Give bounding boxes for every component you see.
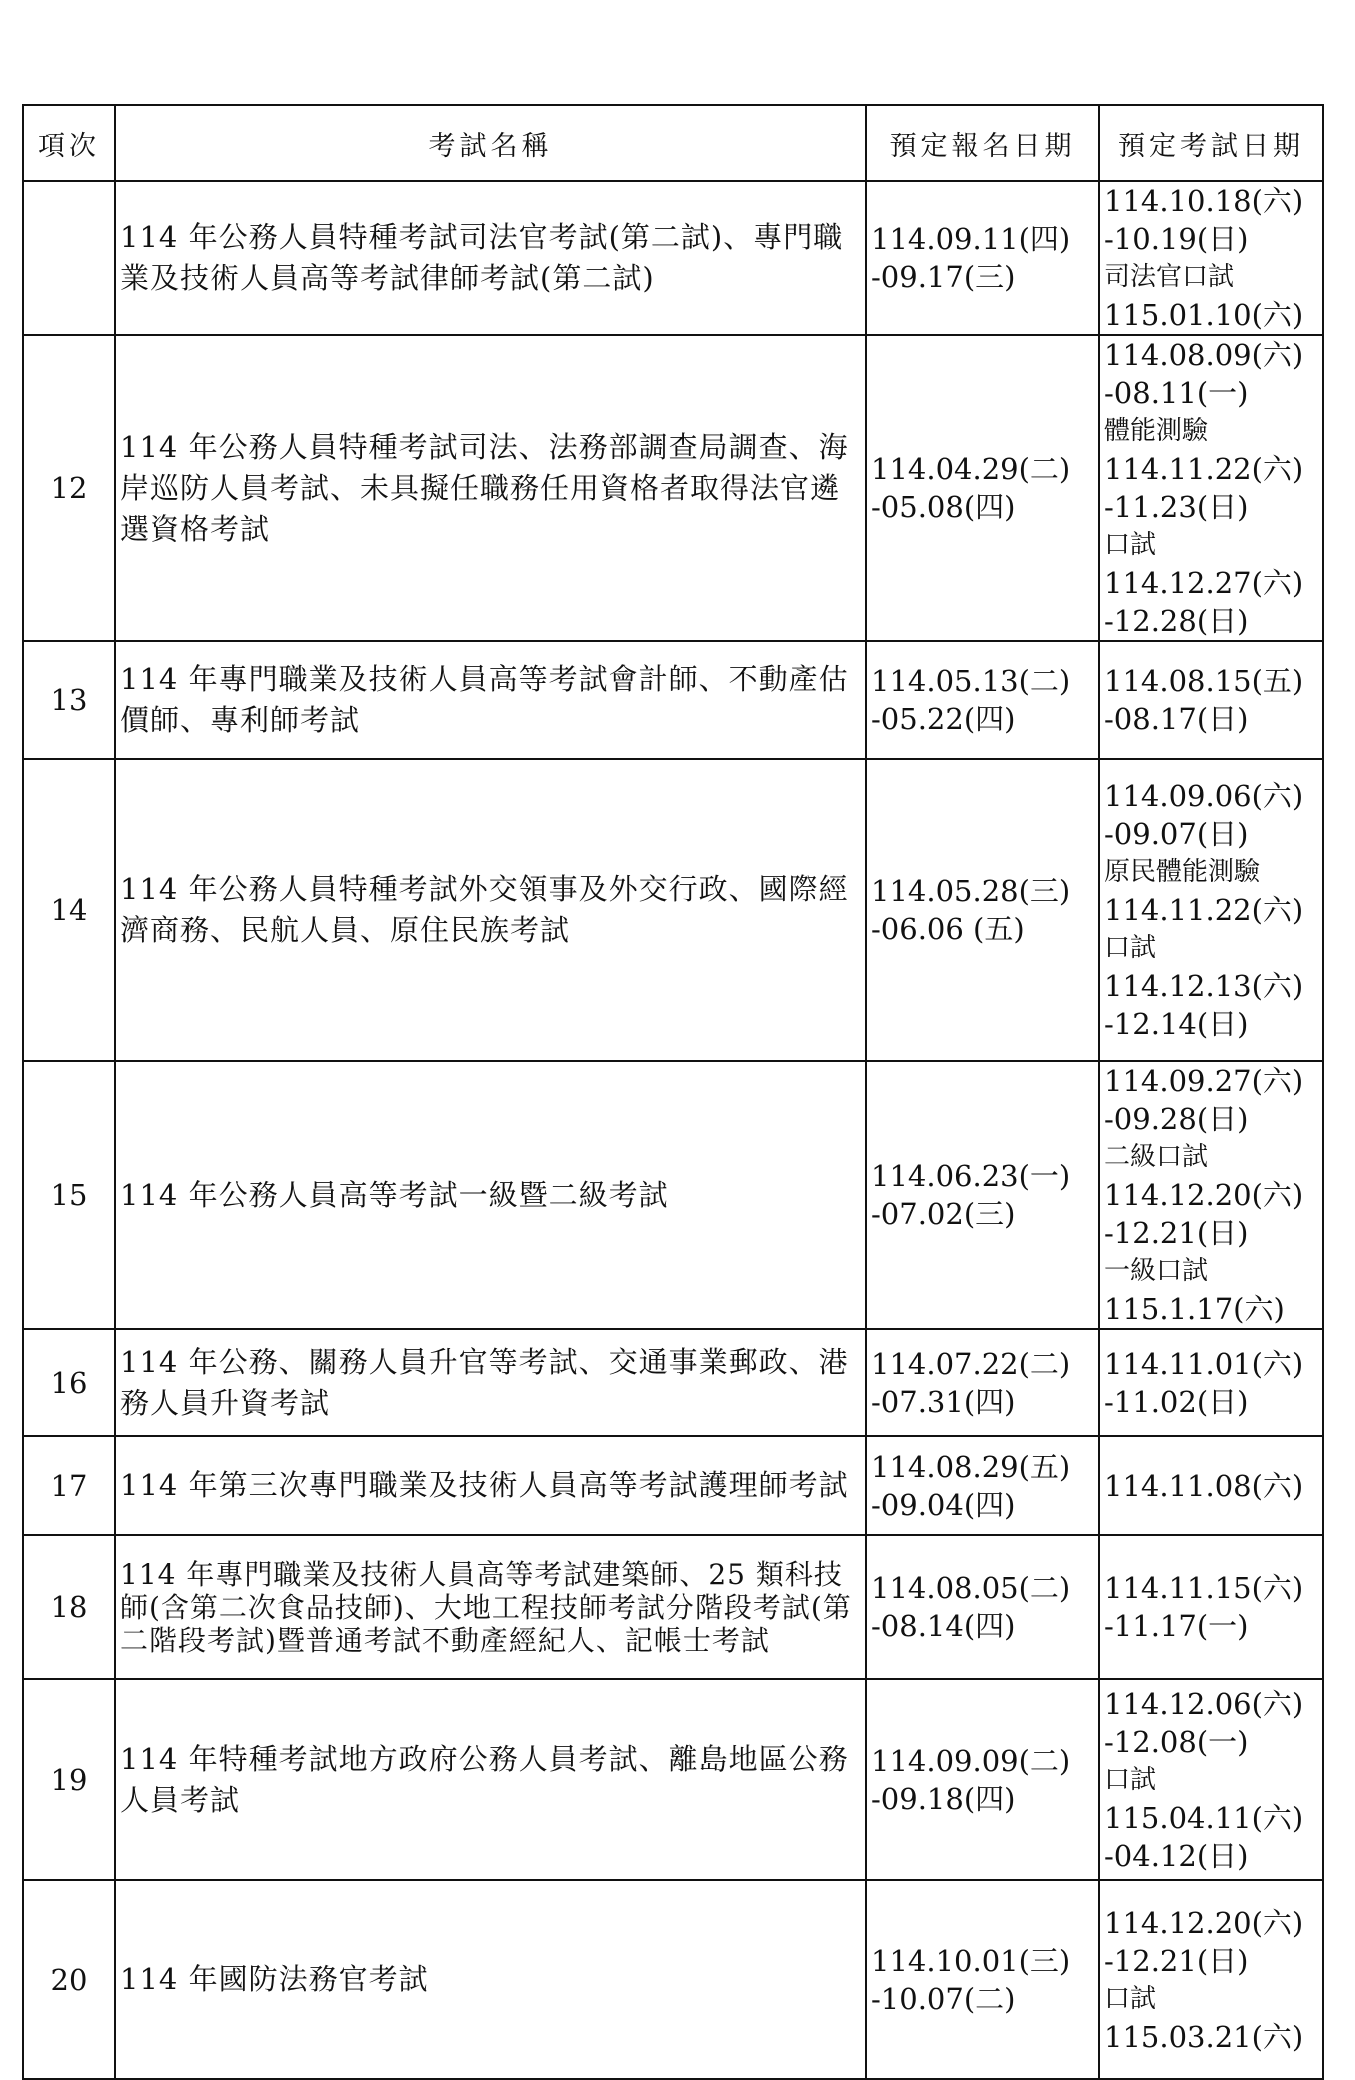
table-header-row bbox=[23, 105, 1323, 181]
exam-name: 114 年專門職業及技術人員高等考試會計師、不動產估價師、專利師考試 bbox=[115, 641, 866, 759]
registration-date-line: 114.10.01(三) bbox=[871, 1943, 1071, 1978]
item-number: 20 bbox=[23, 1880, 115, 2079]
exam-date-line: -11.23(日) bbox=[1104, 490, 1249, 524]
registration-date-line: 114.08.29(五) bbox=[871, 1449, 1071, 1484]
exam-stage-label: 口試 bbox=[1104, 933, 1157, 963]
registration-date-line: 114.09.09(二) bbox=[871, 1743, 1071, 1778]
item-number: 18 bbox=[23, 1535, 115, 1679]
header-exam-name: 考試名稱 bbox=[115, 105, 866, 181]
table-row bbox=[23, 181, 1323, 335]
exam-date-line: 114.11.22(六) bbox=[1104, 452, 1304, 486]
registration-date-line: 114.05.28(三) bbox=[871, 874, 1071, 908]
exam-name: 114 年公務人員高等考試一級暨二級考試 bbox=[115, 1061, 866, 1329]
exam-date-cell bbox=[1099, 181, 1323, 335]
registration-date-line: 114.04.29(二) bbox=[871, 452, 1071, 486]
table-row bbox=[23, 1880, 1323, 2079]
exam-date-line: -09.07(日) bbox=[1104, 817, 1249, 851]
registration-date-cell bbox=[866, 1329, 1099, 1436]
table-row bbox=[23, 641, 1323, 759]
registration-date-line: -06.06 (五) bbox=[871, 912, 1025, 946]
exam-name: 114 年專門職業及技術人員高等考試建築師、25 類科技師(含第二次食品技師)、大地工程技師考試分階段考試(第二階段考試)暨普通考試不動產經紀人、記帳士考試 bbox=[115, 1535, 866, 1679]
exam-date-line: 114.08.09(六) bbox=[1104, 338, 1304, 372]
exam-stage-label: 原民體能測驗 bbox=[1104, 857, 1261, 887]
exam-date-cell bbox=[1099, 759, 1323, 1061]
exam-date-line: 114.11.15(六) bbox=[1104, 1571, 1304, 1605]
item-number: 16 bbox=[23, 1329, 115, 1436]
exam-date-cell bbox=[1099, 1329, 1323, 1436]
exam-stage-label: 一級口試 bbox=[1104, 1256, 1209, 1286]
exam-date-line: 114.12.06(六) bbox=[1104, 1686, 1304, 1721]
item-number: 14 bbox=[23, 759, 115, 1061]
exam-name: 114 年公務人員特種考試司法官考試(第二試)、專門職業及技術人員高等考試律師考試(第二試) bbox=[115, 181, 866, 335]
exam-date-line: -09.28(日) bbox=[1104, 1102, 1249, 1136]
registration-date-line: 114.06.23(一) bbox=[871, 1159, 1071, 1193]
registration-date-cell bbox=[866, 335, 1099, 641]
exam-date-line: 115.01.10(六) bbox=[1104, 298, 1304, 332]
exam-stage-label: 口試 bbox=[1104, 1983, 1157, 2014]
header-exam-date: 預定考試日期 bbox=[1099, 105, 1323, 181]
exam-date-line: 114.11.22(六) bbox=[1104, 893, 1304, 927]
exam-name: 114 年國防法務官考試 bbox=[115, 1880, 866, 2079]
table-row bbox=[23, 1535, 1323, 1679]
exam-date-line: -08.17(日) bbox=[1104, 702, 1249, 736]
registration-date-cell bbox=[866, 1061, 1099, 1329]
registration-date-cell bbox=[866, 1880, 1099, 2079]
registration-date-line: -08.14(四) bbox=[871, 1609, 1016, 1643]
registration-date-cell bbox=[866, 759, 1099, 1061]
table-row bbox=[23, 1679, 1323, 1880]
exam-date-line: 114.12.13(六) bbox=[1104, 969, 1304, 1003]
exam-name: 114 年公務人員特種考試司法、法務部調查局調查、海岸巡防人員考試、未具擬任職務任用資格者取得法官遴選資格考試 bbox=[115, 335, 866, 641]
registration-date-cell bbox=[866, 181, 1099, 335]
registration-date-line: 114.07.22(二) bbox=[871, 1346, 1071, 1381]
exam-date-line: -04.12(日) bbox=[1104, 1838, 1249, 1873]
exam-date-line: 114.12.20(六) bbox=[1104, 1178, 1304, 1212]
table-row bbox=[23, 1436, 1323, 1535]
exam-date-line: -12.21(日) bbox=[1104, 1943, 1249, 1978]
registration-date-cell bbox=[866, 641, 1099, 759]
exam-date-line: 114.11.08(六) bbox=[1104, 1468, 1304, 1503]
exam-date-line: -10.19(日) bbox=[1104, 222, 1249, 256]
table-row bbox=[23, 1061, 1323, 1329]
exam-date-line: 114.09.27(六) bbox=[1104, 1064, 1304, 1098]
item-number: 12 bbox=[23, 335, 115, 641]
item-number bbox=[23, 181, 115, 335]
item-number: 17 bbox=[23, 1436, 115, 1535]
item-number: 15 bbox=[23, 1061, 115, 1329]
exam-date-line: 115.04.11(六) bbox=[1104, 1800, 1304, 1835]
exam-name: 114 年公務人員特種考試外交領事及外交行政、國際經濟商務、民航人員、原住民族考試 bbox=[115, 759, 866, 1061]
registration-date-line: -05.08(四) bbox=[871, 490, 1016, 524]
registration-date-line: 114.05.13(二) bbox=[871, 664, 1071, 698]
table-row bbox=[23, 1329, 1323, 1436]
registration-date-line: -09.04(四) bbox=[871, 1487, 1016, 1522]
registration-date-line: -10.07(二) bbox=[871, 1981, 1016, 2016]
exam-date-line: -12.14(日) bbox=[1104, 1007, 1249, 1041]
exam-date-cell bbox=[1099, 1679, 1323, 1880]
exam-date-line: -11.17(一) bbox=[1104, 1609, 1249, 1643]
registration-date-line: -09.17(三) bbox=[871, 260, 1016, 294]
exam-date-cell bbox=[1099, 1880, 1323, 2079]
exam-date-line: 114.12.27(六) bbox=[1104, 566, 1304, 600]
exam-date-line: 114.10.18(六) bbox=[1104, 184, 1304, 218]
exam-schedule-table bbox=[22, 104, 1324, 2080]
exam-date-line: 114.09.06(六) bbox=[1104, 779, 1304, 813]
exam-stage-label: 司法官口試 bbox=[1104, 262, 1235, 292]
registration-date-cell bbox=[866, 1436, 1099, 1535]
header-registration-date: 預定報名日期 bbox=[866, 105, 1099, 181]
header-item: 項次 bbox=[23, 105, 115, 181]
item-number: 19 bbox=[23, 1679, 115, 1880]
registration-date-line: -07.31(四) bbox=[871, 1384, 1016, 1419]
exam-stage-label: 二級口試 bbox=[1104, 1142, 1209, 1172]
exam-date-cell bbox=[1099, 335, 1323, 641]
exam-date-line: -12.28(日) bbox=[1104, 604, 1249, 638]
exam-date-line: 115.03.21(六) bbox=[1104, 2019, 1304, 2054]
exam-stage-label: 體能測驗 bbox=[1104, 416, 1209, 446]
exam-date-cell bbox=[1099, 1061, 1323, 1329]
exam-name: 114 年特種考試地方政府公務人員考試、離島地區公務人員考試 bbox=[115, 1679, 866, 1880]
exam-stage-label: 口試 bbox=[1104, 1764, 1157, 1795]
registration-date-line: -07.02(三) bbox=[871, 1197, 1016, 1231]
exam-date-line: -11.02(日) bbox=[1104, 1384, 1249, 1419]
exam-date-line: 114.11.01(六) bbox=[1104, 1346, 1304, 1381]
item-number: 13 bbox=[23, 641, 115, 759]
exam-date-line: 114.12.20(六) bbox=[1104, 1905, 1304, 1940]
registration-date-cell bbox=[866, 1679, 1099, 1880]
exam-date-cell bbox=[1099, 641, 1323, 759]
exam-name: 114 年公務、關務人員升官等考試、交通事業郵政、港務人員升資考試 bbox=[115, 1329, 866, 1436]
exam-date-line: -12.08(一) bbox=[1104, 1724, 1249, 1759]
table-row bbox=[23, 759, 1323, 1061]
exam-date-line: -12.21(日) bbox=[1104, 1216, 1249, 1250]
registration-date-line: -09.18(四) bbox=[871, 1781, 1016, 1816]
registration-date-cell bbox=[866, 1535, 1099, 1679]
exam-date-line: -08.11(一) bbox=[1104, 376, 1249, 410]
exam-stage-label: 口試 bbox=[1104, 530, 1157, 560]
table-row bbox=[23, 335, 1323, 641]
exam-name: 114 年第三次專門職業及技術人員高等考試護理師考試 bbox=[115, 1436, 866, 1535]
exam-date-cell bbox=[1099, 1436, 1323, 1535]
exam-date-line: 115.1.17(六) bbox=[1104, 1292, 1285, 1326]
registration-date-line: 114.08.05(二) bbox=[871, 1571, 1071, 1605]
exam-date-line: 114.08.15(五) bbox=[1104, 664, 1304, 698]
registration-date-line: -05.22(四) bbox=[871, 702, 1016, 736]
registration-date-line: 114.09.11(四) bbox=[871, 222, 1071, 256]
exam-date-cell bbox=[1099, 1535, 1323, 1679]
